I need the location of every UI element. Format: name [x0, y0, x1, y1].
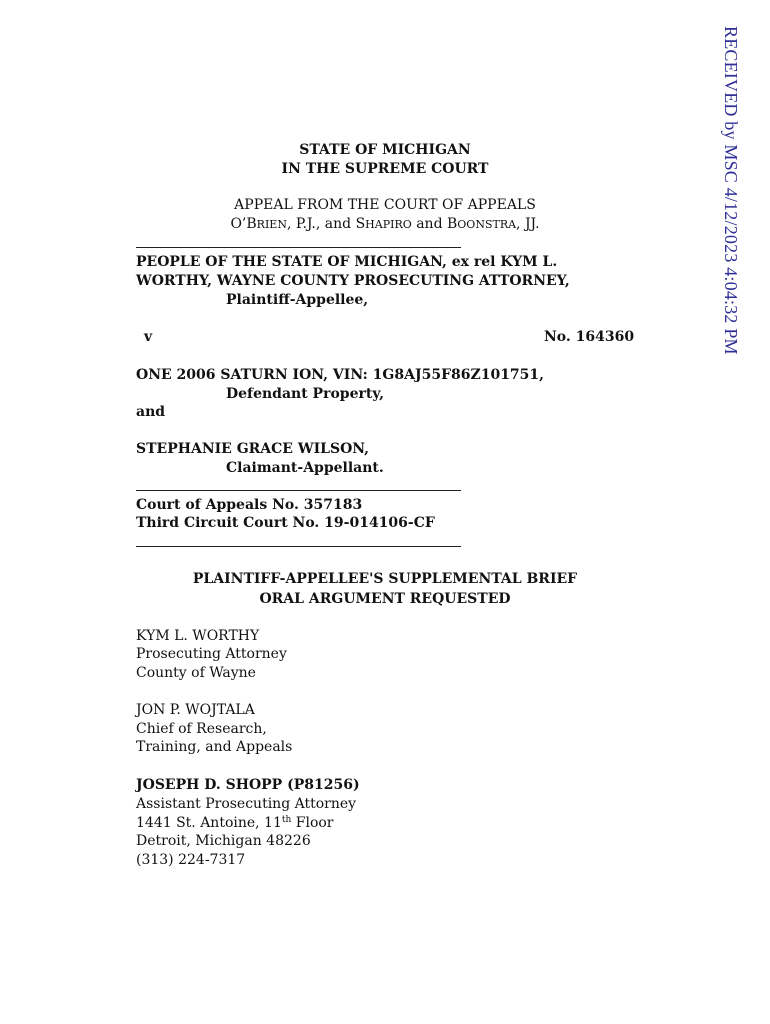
phone-number: (313) 224-7317 — [136, 852, 246, 868]
caption-divider-bottom — [136, 546, 461, 547]
received-stamp: RECEIVED by MSC 4/12/2023 4:04:32 PM — [721, 26, 741, 355]
brief-title: PLAINTIFF-APPELLEE'S SUPPLEMENTAL BRIEF — [192, 571, 578, 587]
brief-subtitle: ORAL ARGUMENT REQUESTED — [259, 591, 511, 607]
plaintiff-role: Plaintiff-Appellee, — [226, 292, 369, 308]
address-street: 1441 St. Antoine, 11th Floor — [136, 815, 334, 831]
versus: v — [144, 329, 153, 345]
state-heading: STATE OF MICHIGAN — [299, 142, 471, 158]
claimant-role: Claimant-Appellant. — [226, 460, 384, 476]
attorney-2-title-2: Training, and Appeals — [136, 739, 293, 755]
coa-number: Court of Appeals No. 357183 — [136, 497, 363, 513]
attorney-1-name: KYM L. WORTHY — [136, 628, 260, 644]
attorney-1-title: Prosecuting Attorney — [136, 646, 287, 662]
plaintiff-line-2: WORTHY, WAYNE COUNTY PROSECUTING ATTORNEY, — [136, 273, 570, 289]
circuit-number: Third Circuit Court No. 19-014106-CF — [136, 515, 435, 531]
case-number: No. 164360 — [544, 329, 635, 345]
attorney-2-name: JON P. WOJTALA — [136, 702, 255, 718]
address-city: Detroit, Michigan 48226 — [136, 833, 311, 849]
claimant-name: STEPHANIE GRACE WILSON, — [136, 441, 370, 457]
attorney-3-title: Assistant Prosecuting Attorney — [136, 796, 357, 812]
plaintiff-line-1: PEOPLE OF THE STATE OF MICHIGAN, ex rel KYM L. — [136, 254, 558, 270]
judges-line: O’BRIEN, P.J., and SHAPIRO and BOONSTRA, JJ. — [230, 216, 540, 232]
and-conjunction: and — [136, 404, 166, 420]
attorney-1-county: County of Wayne — [136, 665, 256, 681]
caption-divider-top — [136, 247, 461, 248]
caption-divider-middle — [136, 490, 461, 491]
attorney-2-title-1: Chief of Research, — [136, 721, 267, 737]
appeal-heading: APPEAL FROM THE COURT OF APPEALS — [234, 197, 536, 213]
court-heading: IN THE SUPREME COURT — [281, 161, 489, 177]
attorney-3-name: JOSEPH D. SHOPP (P81256) — [136, 777, 360, 793]
defendant-role: Defendant Property, — [226, 386, 384, 402]
defendant-property: ONE 2006 SATURN ION, VIN: 1G8AJ55F86Z101751, — [136, 367, 545, 383]
